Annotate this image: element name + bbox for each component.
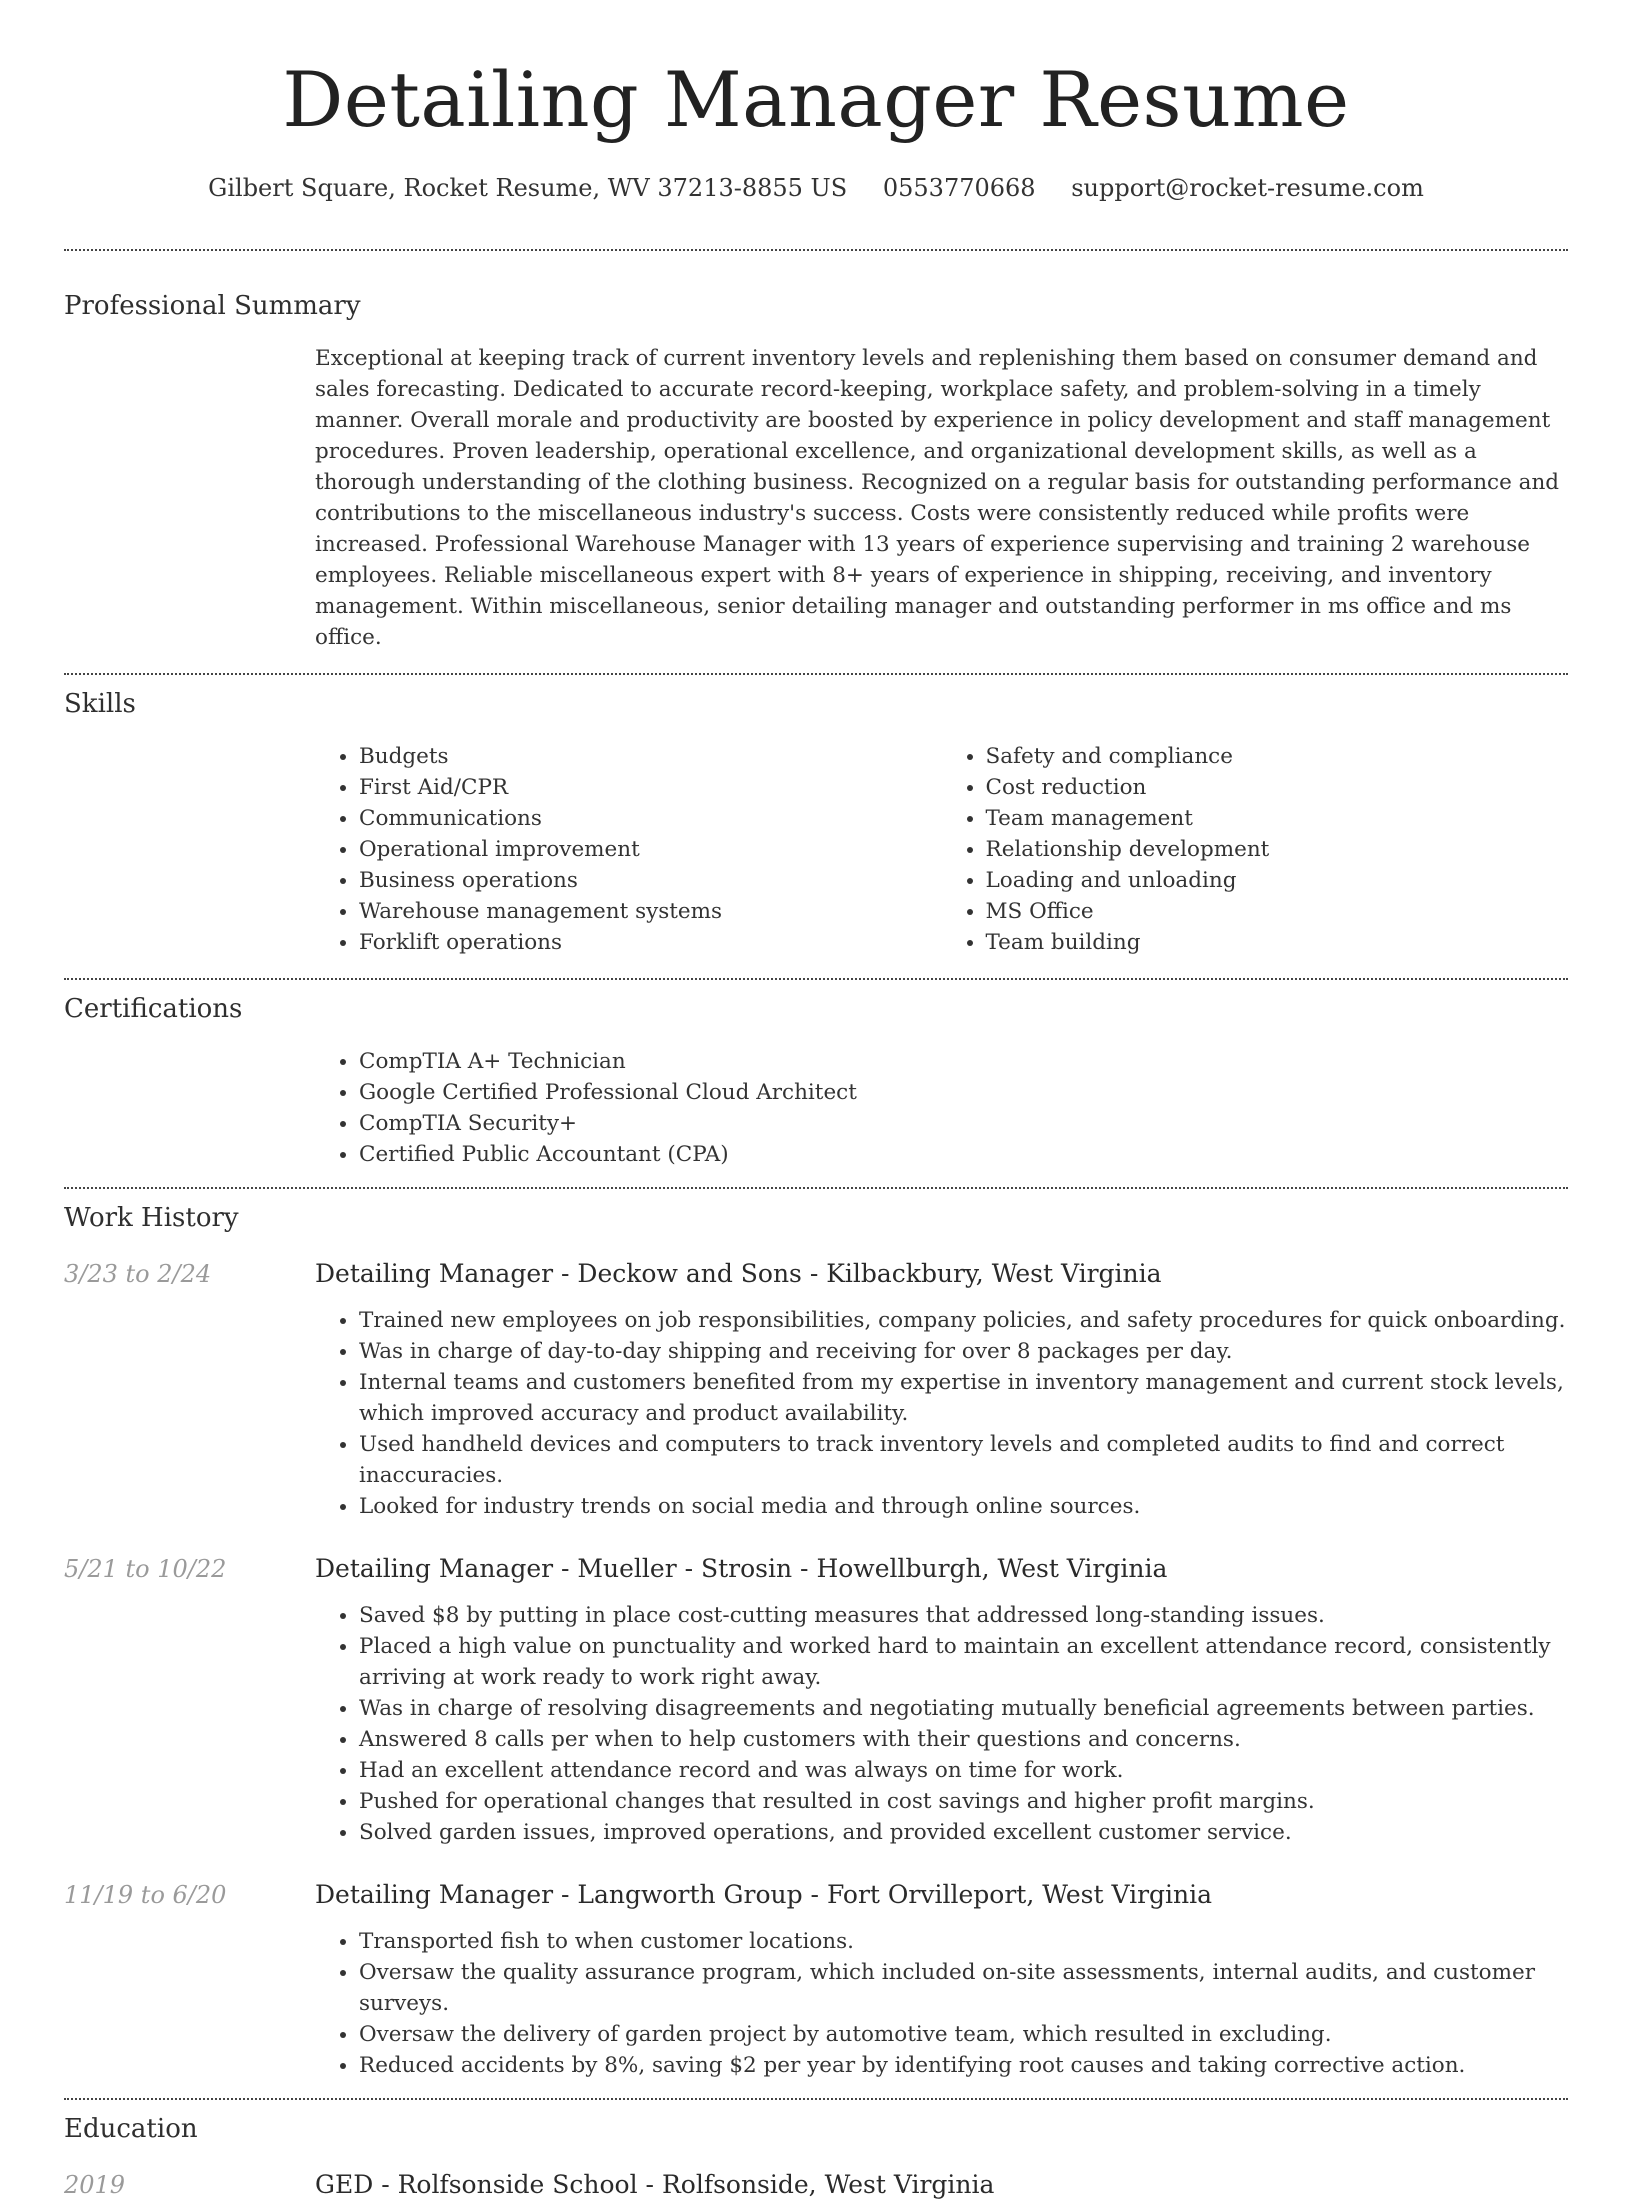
job-bullet: • Trained new employees on job responsibilities, company policies, and safety procedures for quick onboarding. <box>359 1305 1568 1336</box>
job-bullet: • Reduced accidents by 8%, saving $2 per year by identifying root causes and taking corrective action. <box>359 2050 1568 2081</box>
certification-item: • CompTIA Security+ <box>359 1108 1568 1139</box>
skills-grid <box>315 741 1568 958</box>
contact-phone: 0553770668 <box>882 174 1036 202</box>
certifications-list <box>315 1046 1568 1170</box>
job-bullet: • Was in charge of day-to-day shipping and receiving for over 8 packages per day. <box>359 1336 1568 1367</box>
job-title: Detailing Manager - Deckow and Sons - Kilbackbury, West Virginia <box>315 1259 1162 1288</box>
certification-item: • Google Certified Professional Cloud Architect <box>359 1077 1568 1108</box>
skill-item: • Loading and unloading <box>986 865 1569 896</box>
summary-block <box>315 343 1568 653</box>
job-dates: 11/19 to 6/20 <box>64 1881 227 1909</box>
skill-item: • Forklift operations <box>359 927 942 958</box>
summary-text: Exceptional at keeping track of current inventory levels and replenishing them based on consumer demand and sales forecasting. Dedicated to accurate record-keeping, workplace safety, and problem-solving in a timely manner. Overall morale and productivity are boosted by experience in policy development and staff management procedures. Proven leadership, operational excellence, and organizational development skills, as well as a thorough understanding of the clothing business. Recognized on a regular basis for outstanding performance and contributions to the miscellaneous industry's success. Costs were consistently reduced while profits were increased. Professional Warehouse Manager with 13 years of experience supervising and training 2 warehouse employees. Reliable miscellaneous expert with 8+ years of experience in shipping, receiving, and inventory management. Within miscellaneous, senior detailing manager and outstanding performer in ms office and ms office. <box>315 346 1560 650</box>
education-year: 2019 <box>64 2171 126 2199</box>
education-entry <box>0 2168 1632 2202</box>
divider <box>64 2098 1568 2100</box>
skill-item: • Safety and compliance <box>986 741 1569 772</box>
job-title: Detailing Manager - Langworth Group - Fort Orvilleport, West Virginia <box>315 1880 1213 1909</box>
job-bullet: • Had an excellent attendance record and was always on time for work. <box>359 1755 1568 1786</box>
job-bullets <box>315 1926 1568 2081</box>
certification-item: • CompTIA A+ Technician <box>359 1046 1568 1077</box>
education-title: GED - Rolfsonside School - Rolfsonside, West Virginia <box>315 2170 995 2199</box>
job-bullet: • Oversaw the quality assurance program, which included on-site assessments, internal audits, and customer surveys. <box>359 1957 1568 2019</box>
contact-line <box>0 172 1632 204</box>
job-bullet: • Was in charge of resolving disagreements and negotiating mutually beneficial agreements between parties. <box>359 1693 1568 1724</box>
divider <box>64 673 1568 675</box>
job-bullet: • Placed a high value on punctuality and worked hard to maintain an excellent attendance record, consistently arriving at work ready to work right away. <box>359 1631 1568 1693</box>
job-bullet: • Oversaw the delivery of garden project by automotive team, which resulted in excluding. <box>359 2019 1568 2050</box>
skill-item: • Business operations <box>359 865 942 896</box>
job-title: Detailing Manager - Mueller - Strosin - Howellburgh, West Virginia <box>315 1554 1168 1583</box>
section-heading-skills: Skills <box>64 689 136 719</box>
job-bullet: • Pushed for operational changes that resulted in cost savings and higher profit margins. <box>359 1786 1568 1817</box>
job-entry <box>0 1878 1632 1912</box>
skills-block <box>315 741 1568 958</box>
job-dates: 3/23 to 2/24 <box>64 1260 212 1288</box>
section-heading-certifications: Certifications <box>64 994 243 1024</box>
job-bullet: • Used handheld devices and computers to track inventory levels and completed audits to find and correct inaccuracies. <box>359 1429 1568 1491</box>
job-bullet: • Solved garden issues, improved operations, and provided excellent customer service. <box>359 1817 1568 1848</box>
job-bullet: • Saved $8 by putting in place cost-cutting measures that addressed long-standing issues. <box>359 1600 1568 1631</box>
job-details <box>315 1600 1568 1848</box>
skills-list-right <box>942 741 1569 958</box>
skill-item: • Communications <box>359 803 942 834</box>
skill-item: • Warehouse management systems <box>359 896 942 927</box>
skills-list-left <box>315 741 942 958</box>
job-details <box>315 1305 1568 1522</box>
divider <box>64 1187 1568 1189</box>
contact-email: support@rocket-resume.com <box>1071 174 1424 202</box>
job-bullets <box>315 1600 1568 1848</box>
job-details <box>315 1926 1568 2081</box>
job-bullet: • Looked for industry trends on social media and through online sources. <box>359 1491 1568 1522</box>
contact-address: Gilbert Square, Rocket Resume, WV 37213-8855 US <box>208 174 848 202</box>
job-bullet: • Internal teams and customers benefited from my expertise in inventory management and current stock levels, which improved accuracy and product availability. <box>359 1367 1568 1429</box>
section-heading-education: Education <box>64 2114 198 2144</box>
skill-item: • First Aid/CPR <box>359 772 942 803</box>
certifications-block <box>315 1046 1568 1170</box>
skill-item: • Cost reduction <box>986 772 1569 803</box>
skill-item: • Operational improvement <box>359 834 942 865</box>
job-bullets <box>315 1305 1568 1522</box>
certification-item: • Certified Public Accountant (CPA) <box>359 1139 1568 1170</box>
skill-item: • Team management <box>986 803 1569 834</box>
skill-item: • Relationship development <box>986 834 1569 865</box>
skill-item: • Team building <box>986 927 1569 958</box>
section-heading-summary: Professional Summary <box>64 291 361 321</box>
job-entry <box>0 1552 1632 1586</box>
job-dates: 5/21 to 10/22 <box>64 1555 227 1583</box>
section-heading-work-history: Work History <box>64 1203 239 1233</box>
job-bullet: • Transported fish to when customer locations. <box>359 1926 1568 1957</box>
divider <box>64 978 1568 980</box>
skill-item: • Budgets <box>359 741 942 772</box>
job-bullet: • Answered 8 calls per when to help customers with their questions and concerns. <box>359 1724 1568 1755</box>
skill-item: • MS Office <box>986 896 1569 927</box>
job-entry <box>0 1257 1632 1291</box>
resume-title: Detailing Manager Resume <box>282 55 1350 144</box>
divider <box>64 249 1568 251</box>
